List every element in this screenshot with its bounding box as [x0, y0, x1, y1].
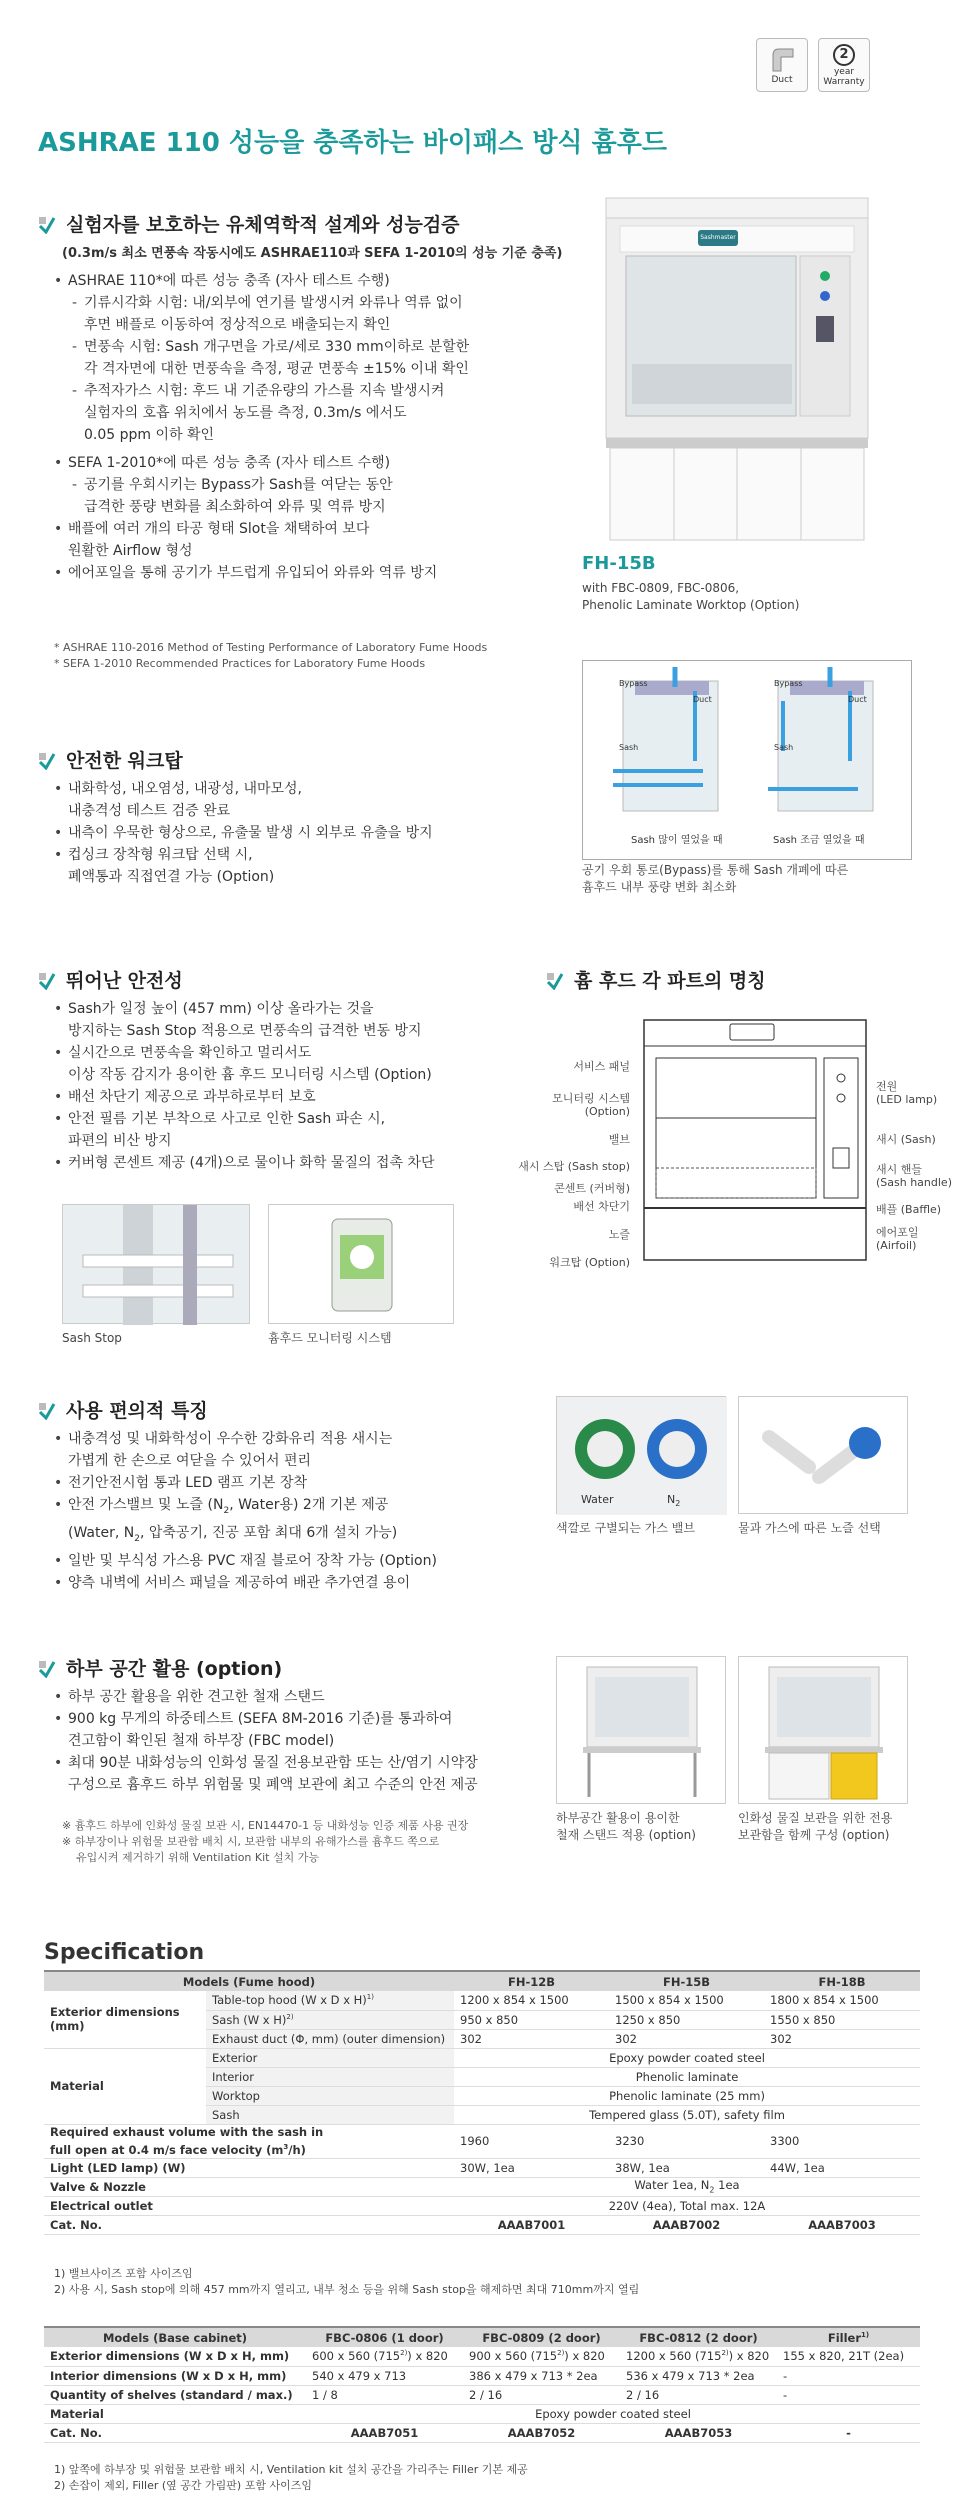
list-item: - 공기를 우회시키는 Bypass가 Sash를 여닫는 동안	[54, 474, 574, 496]
section-bullet-icon	[546, 972, 564, 990]
table-cell: 536 x 479 x 713 * 2ea	[620, 2366, 777, 2385]
steel-stand-image	[556, 1656, 726, 1804]
list-item: 급격한 풍량 변화를 최소화하여 와류 및 역류 방지	[84, 499, 386, 515]
row-label: Exterior dimensions (mm)	[44, 1991, 206, 2048]
section-bullet-icon	[38, 1402, 56, 1420]
caption-line: 철재 스탠드 적용 (option)	[556, 1828, 696, 1842]
column-header: FBC-0806 (1 door)	[306, 2327, 463, 2347]
valve-caption: 색깔로 구별되는 가스 밸브	[556, 1521, 695, 1535]
list-item: • 안전 가스밸브 및 노즐 ($N_2$, Water용) 2개 기본 제공	[54, 1494, 554, 1522]
part-label: 배플 (Baffle)	[876, 1203, 942, 1216]
monitor-caption: 흄후드 모니터링 시스템	[268, 1331, 392, 1345]
part-label: 전원	[876, 1080, 898, 1093]
footnote: 2) 사용 시, Sash stop에 의해 457 mm까지 열리고, 내부 청소 등을 위해 Sash stop을 해제하면 최대 710mm까지 열림	[54, 2283, 640, 2296]
part-label: (Airfoil)	[876, 1239, 917, 1252]
table-cell: 950 x 850	[454, 2010, 609, 2029]
sash-stop-caption: Sash Stop	[62, 1331, 122, 1345]
list-item: • 컵싱크 장착형 워크탑 선택 시,	[54, 844, 574, 866]
column-header: Filler$^{1)}$	[777, 2327, 920, 2347]
row-label: Required exhaust volume with the sash in full open at 0.4 m/s face velocity $(m^3/h)$	[44, 2124, 454, 2158]
caption-line: 하부공간 활용이 용이한	[556, 1811, 680, 1825]
sash-stop-image	[62, 1204, 250, 1324]
section-bullet-icon	[38, 972, 56, 990]
row-label: Material	[44, 2404, 306, 2423]
list-item: 방지하는 Sash Stop 적용으로 면풍속의 급격한 변동 방지	[68, 1023, 422, 1039]
section-bullet-icon	[38, 752, 56, 770]
table-cell: -	[777, 2366, 920, 2385]
list-item: • 최대 90분 내화성능의 인화성 물질 전용보관함 또는 산/염기 시약장	[54, 1752, 554, 1774]
table-cell: 1500 x 854 x 1500	[609, 1991, 764, 2010]
part-label: 밸브	[608, 1133, 630, 1146]
list-item: • 내충격성 및 내화학성이 우수한 강화유리 적용 새시는	[54, 1428, 554, 1450]
nozzle-image	[738, 1396, 908, 1514]
table-row	[44, 2124, 920, 2158]
list-item: • 배플에 여러 개의 타공 형태 Slot을 채택하여 보다	[54, 518, 574, 540]
table-cell: 1550 x 850	[764, 2010, 920, 2029]
fume-hood-image	[586, 196, 886, 546]
table-cell: 1800 x 854 x 1500	[764, 1991, 920, 2010]
spec-table-base-cabinet	[44, 2326, 920, 2443]
table-cell: Epoxy powder coated steel	[454, 2048, 920, 2067]
section-title-lower-space: 하부 공간 활용 (option)	[38, 1654, 282, 1681]
table-cell: AAAB7052	[463, 2423, 620, 2442]
table-row	[44, 2177, 920, 2196]
table-cell: 1960	[454, 2124, 609, 2158]
part-label: 새시 (Sash)	[876, 1133, 936, 1146]
row-sublabel: Sash	[206, 2105, 454, 2124]
spec-footnotes-2	[54, 2462, 528, 2494]
table-row	[44, 2158, 920, 2177]
cabinet-caption	[738, 1810, 892, 1844]
row-label: Cat. No.	[44, 2215, 454, 2234]
list-item: • 내측이 우묵한 형상으로, 유출물 발생 시 외부로 유출을 방지	[54, 822, 574, 844]
row-sublabel: Exhaust duct (Φ, mm) (outer dimension)	[206, 2029, 454, 2048]
table-cell: 2 / 16	[620, 2385, 777, 2404]
table-cell: 900 x 560 (715$^{2)}$) x 820	[463, 2347, 620, 2366]
list-item: 이상 작동 감지가 용이한 흄 후드 모니터링 시스템 (Option)	[68, 1067, 432, 1083]
table-row	[44, 2423, 920, 2442]
list-item: • 하부 공간 활용을 위한 견고한 철재 스탠드	[54, 1686, 554, 1708]
section6-notes	[62, 1818, 468, 1866]
footnote: ※ 흄후드 하부에 인화성 물질 보관 시, EN14470-1 등 내화성능 인증 제품 사용 권장	[62, 1819, 469, 1832]
table-cell: 1 / 8	[306, 2385, 463, 2404]
footnote: ※ 하부장이나 위험물 보관함 배치 시, 보관함 내부의 유해가스를 흄후드 쪽으로	[62, 1835, 440, 1848]
part-label: 워크탑 (Option)	[549, 1256, 630, 1269]
part-label: 배선 차단기	[573, 1200, 630, 1213]
part-label: 콘센트 (커버형)	[554, 1182, 630, 1195]
list-item: • 실시간으로 면풍속을 확인하고 멀리서도	[54, 1042, 554, 1064]
table-header-row	[44, 2327, 920, 2347]
part-label: 서비스 패널	[573, 1060, 630, 1073]
sash-label: Sash	[619, 743, 639, 752]
bypass-desc-line: 흄후드 내부 풍량 변화 최소화	[582, 880, 737, 894]
table-cell: 30W, 1ea	[454, 2158, 609, 2177]
bypass-cap-1: Sash 많이 열었을 때	[631, 835, 723, 846]
list-item: 실험자의 호흡 위치에서 농도를 측정, 0.3m/s 에서도	[84, 405, 407, 421]
list-item: • 전기안전시험 통과 LED 램프 기본 장착	[54, 1472, 554, 1494]
footnote: 2) 손잡이 제외, Filler (옆 공간 가림판) 포함 사이즈임	[54, 2479, 312, 2492]
column-header: FBC-0809 (2 door)	[463, 2327, 620, 2347]
table-cell: AAAB7001	[454, 2215, 609, 2234]
section-title-parts: 흄 후드 각 파트의 명칭	[546, 966, 766, 993]
list-item: • 일반 및 부식성 가스용 PVC 재질 블로어 장착 가능 (Option)	[54, 1550, 554, 1572]
column-header: Models (Base cabinet)	[44, 2327, 306, 2347]
list-item: - 면풍속 시험: Sash 개구면을 가로/세로 330 mm이하로 분할한	[54, 336, 574, 358]
list-item: 견고함이 확인된 철재 하부장 (FBC model)	[68, 1733, 335, 1749]
footnote: 유입시켜 제거하기 위해 Ventilation Kit 설치 가능	[76, 1851, 319, 1864]
section1-subtitle: (0.3m/s 최소 면풍속 작동시에도 ASHRAE110과 SEFA 1-2010의 성능 기준 충족)	[62, 246, 563, 261]
row-sublabel: Sash (W x H)$^{2)}$	[206, 2010, 454, 2029]
footnote: * SEFA 1-2010 Recommended Practices for Laboratory Fume Hoods	[54, 657, 426, 670]
table-cell: -	[777, 2385, 920, 2404]
row-sublabel: Exterior	[206, 2048, 454, 2067]
part-label: (LED lamp)	[876, 1093, 938, 1106]
table-row	[44, 2196, 920, 2215]
product-desc-line: with FBC-0809, FBC-0806,	[582, 581, 740, 595]
warranty-line1: year	[833, 67, 855, 77]
table-cell: Phenolic laminate (25 mm)	[454, 2086, 920, 2105]
table-cell: 1250 x 850	[609, 2010, 764, 2029]
section-bullet-icon	[38, 216, 56, 234]
table-row	[44, 2215, 920, 2234]
list-item: 0.05 ppm 이하 확인	[84, 427, 215, 443]
column-header: FH-12B	[454, 1971, 609, 1991]
section6-list	[54, 1686, 554, 1796]
list-item: 후면 배플로 이동하여 정상적으로 배출되는지 확인	[84, 317, 391, 333]
caption-line: 인화성 물질 보관을 위한 전용	[738, 1811, 893, 1825]
spec-table-fume-hood	[44, 1970, 920, 2235]
column-header: Models (Fume hood)	[44, 1971, 454, 1991]
section-title-worktop: 안전한 워크탑	[38, 746, 183, 773]
section2-list	[54, 778, 574, 888]
bypass-label-2: Bypass	[774, 679, 803, 688]
section-title-safety: 뛰어난 안전성	[38, 966, 183, 993]
table-cell: 1200 x 854 x 1500	[454, 1991, 609, 2010]
row-label: Cat. No.	[44, 2423, 306, 2442]
list-item: • 에어포일을 통해 공기가 부드럽게 유입되어 와류와 역류 방지	[54, 562, 574, 584]
duct-badge-label: Duct	[771, 75, 793, 85]
water-label: Water	[581, 1493, 614, 1506]
table-cell: 38W, 1ea	[609, 2158, 764, 2177]
table-cell: 44W, 1ea	[764, 2158, 920, 2177]
list-item: • 내화학성, 내오염성, 내광성, 내마모성,	[54, 778, 574, 800]
product-desc	[582, 580, 799, 614]
list-item: 원활한 Airflow 형성	[68, 543, 193, 559]
list-item: 각 격자면에 대한 면풍속을 측정, 평균 면풍속 ±15% 이내 확인	[84, 361, 469, 377]
column-header: FBC-0812 (2 door)	[620, 2327, 777, 2347]
nozzle-caption: 물과 가스에 따른 노즐 선택	[738, 1521, 881, 1535]
caption-line: 보관함을 함께 구성 (option)	[738, 1828, 890, 1842]
list-item: - 기류시각화 시험: 내/외부에 연기를 발생시켜 와류나 역류 없이	[54, 292, 574, 314]
table-cell: AAAB7051	[306, 2423, 463, 2442]
table-cell: 3230	[609, 2124, 764, 2158]
section-bullet-icon	[38, 1660, 56, 1678]
table-cell: 3300	[764, 2124, 920, 2158]
table-cell: 386 x 479 x 713 * 2ea	[463, 2366, 620, 2385]
list-item: 폐액통과 직접연결 가능 (Option)	[68, 869, 275, 885]
gas-valve-image	[556, 1396, 726, 1514]
column-header: FH-18B	[764, 1971, 920, 1991]
footnote: 1) 밸브사이즈 포함 사이즈임	[54, 2267, 193, 2280]
section1-notes	[54, 640, 487, 672]
part-label: 모니터링 시스템	[552, 1092, 630, 1105]
warranty-line2: Warranty	[823, 77, 865, 87]
warranty-circle-icon: 2	[833, 44, 855, 66]
section-title-convenience: 사용 편의적 특징	[38, 1396, 208, 1423]
bypass-diagram	[582, 660, 912, 860]
row-sublabel: Table-top hood (W x D x H)$^{1)}$	[206, 1991, 454, 2010]
monitor-image	[268, 1204, 454, 1324]
part-label: (Option)	[584, 1105, 630, 1118]
duct-label-2: Duct	[848, 695, 867, 704]
table-cell: AAAB7002	[609, 2215, 764, 2234]
sash-label-2: Sash	[774, 743, 794, 752]
list-item: • 배선 차단기 제공으로 과부하로부터 보호	[54, 1086, 554, 1108]
row-label: Quantity of shelves (standard / max.)	[44, 2385, 306, 2404]
table-row	[44, 2366, 920, 2385]
spec-title: Specification	[44, 1940, 205, 1965]
table-row	[44, 2347, 920, 2366]
bypass-desc-line: 공기 우회 통로(Bypass)를 통해 Sash 개폐에 따른	[582, 863, 849, 877]
list-item: • SEFA 1-2010*에 따른 성능 충족 (자사 테스트 수행)	[54, 452, 574, 474]
row-sublabel: Worktop	[206, 2086, 454, 2105]
storage-cabinet-image	[738, 1656, 908, 1804]
list-item: 가볍게 한 손으로 여닫을 수 있어서 편리	[68, 1453, 312, 1469]
duct-label: Duct	[693, 695, 712, 704]
row-label: Valve & Nozzle	[44, 2177, 454, 2196]
table-row	[44, 1991, 920, 2010]
table-cell: 220V (4ea), Total max. 12A	[454, 2196, 920, 2215]
column-header: FH-15B	[609, 1971, 764, 1991]
table-cell: 302	[454, 2029, 609, 2048]
bypass-cap-2: Sash 조금 열었을 때	[773, 835, 865, 846]
product-model: FH-15B	[582, 553, 656, 574]
row-label: Light (LED lamp) (W)	[44, 2158, 454, 2177]
spec-footnotes-1	[54, 2266, 639, 2298]
section1-list	[54, 270, 574, 584]
table-header-row	[44, 1971, 920, 1991]
list-item: • ASHRAE 110*에 따른 성능 충족 (자사 테스트 수행)	[54, 270, 574, 292]
part-label: 노즐	[608, 1228, 630, 1241]
part-label: 에어포일	[876, 1226, 919, 1239]
panel-brand: Sashmaster	[700, 234, 736, 241]
part-label: 새시 핸들	[876, 1163, 923, 1176]
table-cell: 540 x 479 x 713	[306, 2366, 463, 2385]
part-label: 새시 스탑 (Sash stop)	[518, 1160, 630, 1173]
section3-list	[54, 998, 554, 1174]
parts-diagram	[640, 1018, 870, 1262]
table-cell: 302	[764, 2029, 920, 2048]
table-cell: 155 x 820, 21T (2ea)	[777, 2347, 920, 2366]
table-cell: 1200 x 560 (715$^{2)}$) x 820	[620, 2347, 777, 2366]
footnote: 1) 앞쪽에 하부장 및 위험물 보관함 배치 시, Ventilation kit 설치 공간을 가리주는 Filler 기본 제공	[54, 2463, 528, 2476]
list-item: • 안전 필름 기본 부착으로 사고로 인한 Sash 파손 시,	[54, 1108, 554, 1130]
part-label: (Sash handle)	[876, 1176, 952, 1189]
bypass-desc	[582, 862, 848, 896]
table-cell: AAAB7003	[764, 2215, 920, 2234]
page-title: ASHRAE 110 성능을 충족하는 바이패스 방식 흄후드	[38, 128, 667, 158]
table-cell: 600 x 560 (715$^{2)}$) x 820	[306, 2347, 463, 2366]
row-sublabel: Interior	[206, 2067, 454, 2086]
list-item: • Sash가 일정 높이 (457 mm) 이상 올라가는 것을	[54, 998, 554, 1020]
duct-icon	[767, 45, 797, 73]
row-label: Electrical outlet	[44, 2196, 454, 2215]
bypass-label: Bypass	[619, 679, 648, 688]
row-label: Exterior dimensions (W x D x H, mm)	[44, 2347, 306, 2366]
warranty-badge	[818, 38, 870, 92]
section5-list	[54, 1428, 554, 1594]
row-label: Interior dimensions (W x D x H, mm)	[44, 2366, 306, 2385]
section-title-protection: 실험자를 보호하는 유체역학적 설계와 성능검증	[38, 210, 460, 237]
product-desc-line: Phenolic Laminate Worktop (Option)	[582, 598, 800, 612]
list-item: • 900 kg 무게의 하중테스트 (SEFA 8M-2016 기준)를 통과하여	[54, 1708, 554, 1730]
list-item: 파편의 비산 방지	[68, 1133, 172, 1149]
list-item: • 커버형 콘센트 제공 (4개)으로 물이나 화학 물질의 접촉 차단	[54, 1152, 554, 1174]
table-cell: Tempered glass (5.0T), safety film	[454, 2105, 920, 2124]
duct-badge	[756, 38, 808, 92]
table-cell: 2 / 16	[463, 2385, 620, 2404]
table-cell: Epoxy powder coated steel	[306, 2404, 920, 2423]
table-cell: AAAB7053	[620, 2423, 777, 2442]
list-item: • 양측 내벽에 서비스 패널을 제공하여 배관 추가연결 용이	[54, 1572, 554, 1594]
list-item: 내충격성 테스트 검증 완료	[68, 803, 231, 819]
table-row	[44, 2385, 920, 2404]
list-item: (Water, $N_2$, 압축공기, 진공 포함 최대 6개 설치 가능)	[68, 1524, 398, 1544]
table-cell: 302	[609, 2029, 764, 2048]
list-item: - 추적자가스 시험: 후드 내 기준유량의 가스를 지속 발생시켜	[54, 380, 574, 402]
footnote: * ASHRAE 110-2016 Method of Testing Performance of Laboratory Fume Hoods	[54, 641, 488, 654]
table-row	[44, 2404, 920, 2423]
stand-caption	[556, 1810, 696, 1844]
table-cell: Water 1ea, $N_2$ 1ea	[454, 2177, 920, 2196]
table-row	[44, 2048, 920, 2067]
row-label: Material	[44, 2048, 206, 2124]
table-cell: Phenolic laminate	[454, 2067, 920, 2086]
list-item: 구성으로 흄후드 하부 위험물 및 폐액 보관에 최고 수준의 안전 제공	[68, 1777, 478, 1793]
n2-label: $N_2$	[667, 1493, 681, 1509]
table-cell: -	[777, 2423, 920, 2442]
